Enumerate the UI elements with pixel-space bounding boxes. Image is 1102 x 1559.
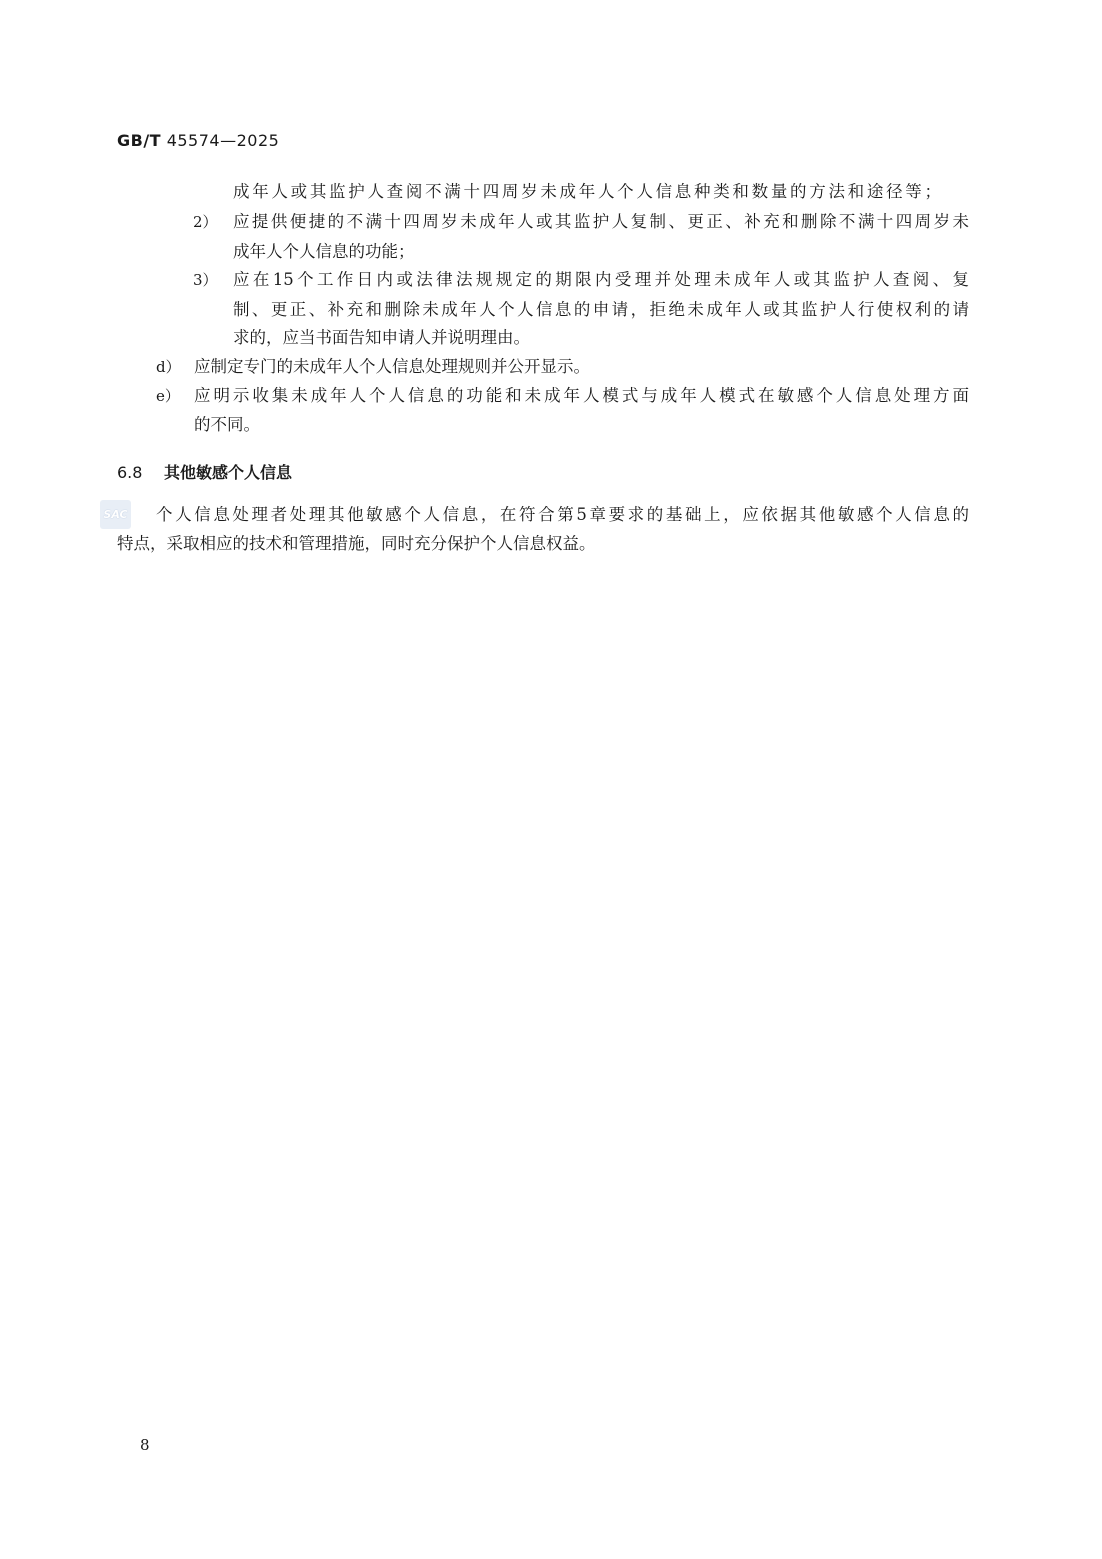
item3-line2: 制、更正、补充和删除未成年人个人信息的申请，拒绝未成年人或其监护人行使权利的请 (233, 300, 969, 319)
document-header (117, 131, 279, 150)
item-e-line2: 的不同。 (194, 415, 260, 434)
item1-continuation: 成年人或其监护人查阅不满十四周岁未成年人个人信息种类和数量的方法和途径等； (233, 182, 941, 201)
standard-number: 45574—2025 (166, 131, 280, 150)
page-number: 8 (140, 1436, 150, 1454)
section-paragraph-line1: 个人信息处理者处理其他敏感个人信息，在符合第5章要求的基础上，应依据其他敏感个人信息的 (156, 505, 969, 524)
item3-line1: 应在15个工作日内或法律法规规定的期限内受理并处理未成年人或其监护人查阅、复 (233, 270, 969, 289)
item3-line3: 求的，应当书面告知申请人并说明理由。 (233, 328, 530, 347)
section-number: 6.8 (117, 463, 143, 482)
item-e-marker: e） (156, 387, 180, 405)
item-d-line1: 应制定专门的未成年人个人信息处理规则并公开显示。 (194, 357, 590, 376)
item2-line1: 应提供便捷的不满十四周岁未成年人或其监护人复制、更正、补充和删除不满十四周岁未 (233, 212, 969, 231)
item-e-line1: 应明示收集未成年人个人信息的功能和未成年人模式与成年人模式在敏感个人信息处理方面 (194, 386, 969, 405)
sac-logo: SAC (100, 500, 131, 529)
section-heading (117, 460, 292, 483)
standard-prefix: GB/T (117, 131, 162, 150)
item2-line2: 成年人个人信息的功能； (233, 242, 415, 261)
section-title: 其他敏感个人信息 (164, 463, 293, 482)
section-paragraph-line2: 特点，采取相应的技术和管理措施，同时充分保护个人信息权益。 (117, 534, 596, 553)
item-d-marker: d） (156, 358, 181, 376)
item2-marker: 2） (193, 213, 218, 231)
item3-marker: 3） (193, 271, 218, 289)
